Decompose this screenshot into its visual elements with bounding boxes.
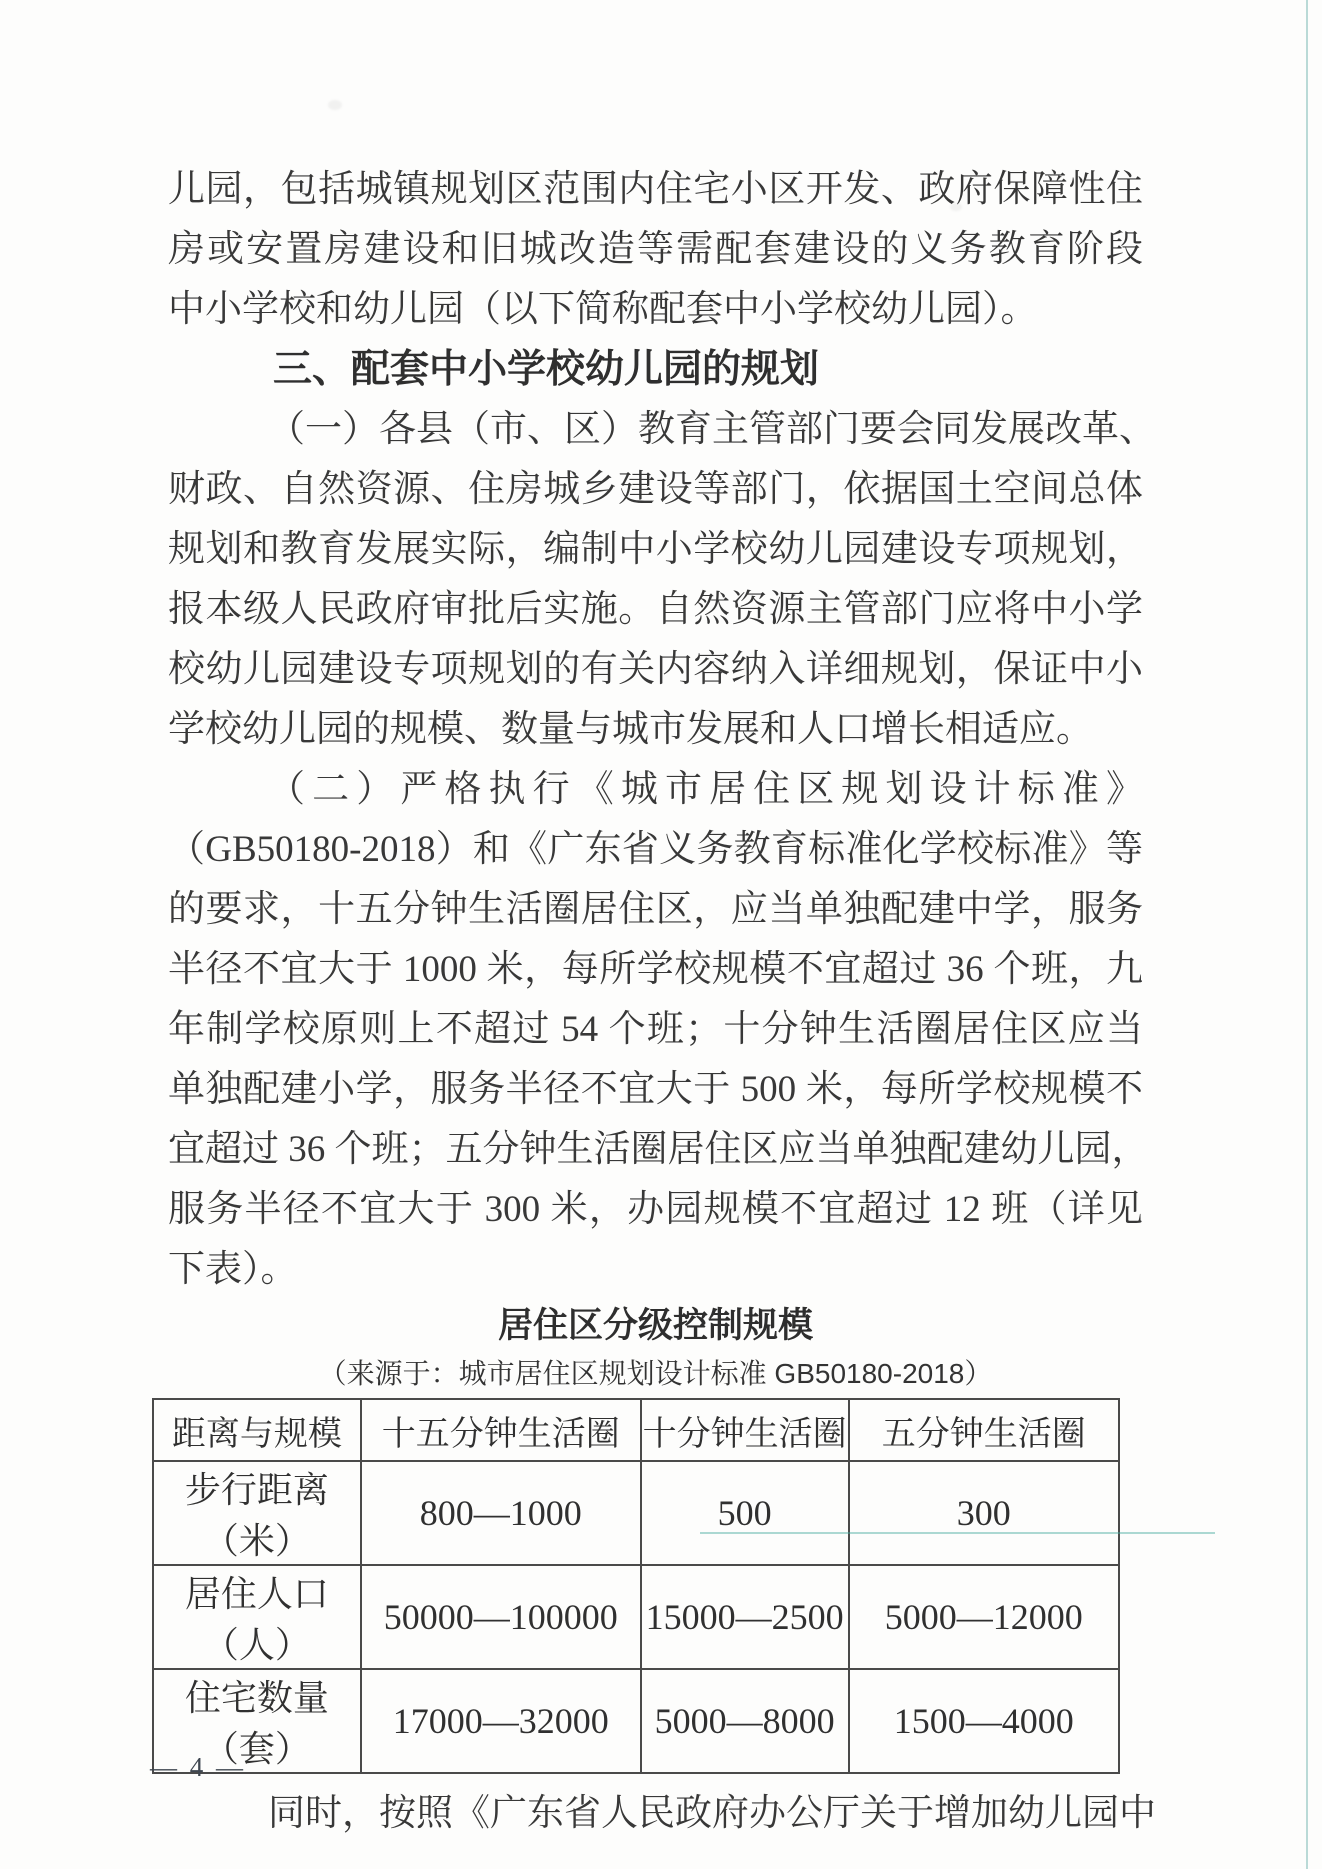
page-number: — 4 — xyxy=(150,1752,246,1782)
paragraph-line: 宜超过 36 个班；五分钟生活圈居住区应当单独配建幼儿园， xyxy=(168,1129,1149,1170)
table-cell: 300 xyxy=(849,1461,1120,1565)
residential-area-scale-table xyxy=(152,1398,1120,1774)
table-header-cell: 距离与规模 xyxy=(153,1399,361,1461)
paragraph-line: 年制学校原则上不超过 54 个班；十分钟生活圈居住区应当 xyxy=(168,1009,1143,1050)
paragraph-line: 报本级人民政府审批后实施。自然资源主管部门应将中小学 xyxy=(168,589,1143,630)
table-source-note: （来源于：城市居住区规划设计标准 GB50180-2018） xyxy=(318,1358,993,1389)
table-row-label: 住宅数量（套） xyxy=(153,1669,361,1773)
paragraph-line: 房或安置房建设和旧城改造等需配套建设的义务教育阶段 xyxy=(168,229,1143,270)
paragraph-line: 半径不宜大于 1000 米，每所学校规模不宜超过 36 个班，九 xyxy=(168,949,1143,990)
paragraph-line: 单独配建小学，服务半径不宜大于 500 米，每所学校规模不 xyxy=(168,1069,1143,1110)
table-cell: 1500—4000 xyxy=(849,1669,1120,1773)
paragraph-line: 校幼儿园建设专项规划的有关内容纳入详细规划，保证中小 xyxy=(168,649,1143,690)
paragraph-line: 下表）。 xyxy=(168,1249,298,1290)
table-row xyxy=(153,1669,1119,1773)
page-content xyxy=(168,160,1156,1844)
paragraph-line: 服务半径不宜大于 300 米，办园规模不宜超过 12 班（详见 xyxy=(168,1189,1143,1230)
table-row-label: 步行距离（米） xyxy=(153,1461,361,1565)
table-cell: 5000—8000 xyxy=(641,1669,849,1773)
table-cell: 17000—32000 xyxy=(361,1669,641,1773)
table-row xyxy=(153,1565,1119,1669)
section-heading: 三、配套中小学校幼儿园的规划 xyxy=(273,348,820,391)
table-header-cell: 十五分钟生活圈 xyxy=(361,1399,641,1461)
paragraph-line: 学校幼儿园的规模、数量与城市发展和人口增长相适应。 xyxy=(168,709,1093,750)
table-header-cell: 五分钟生活圈 xyxy=(849,1399,1120,1461)
scan-smudge xyxy=(328,100,342,110)
table-cell: 50000—100000 xyxy=(361,1565,641,1669)
table-title: 居住区分级控制规模 xyxy=(497,1306,813,1345)
paragraph-line: 规划和教育发展实际，编制中小学校幼儿园建设专项规划， xyxy=(168,529,1143,570)
table-row xyxy=(153,1461,1119,1565)
paragraph-line: （一）各县（市、区）教育主管部门要会同发展改革、 xyxy=(268,409,1156,450)
table-row-label: 居住人口（人） xyxy=(153,1565,361,1669)
table-header-cell: 十分钟生活圈 xyxy=(641,1399,849,1461)
table-header-row xyxy=(153,1399,1119,1461)
paragraph-line: （二）严格执行《城市居住区规划设计标准》 xyxy=(268,769,1143,810)
scan-edge-artifact xyxy=(1306,0,1308,1869)
paragraph-line: 的要求，十五分钟生活圈居住区，应当单独配建中学，服务 xyxy=(168,889,1143,930)
paragraph-line: 儿园，包括城镇规划区范围内住宅小区开发、政府保障性住 xyxy=(168,169,1143,210)
table-cell: 800—1000 xyxy=(361,1461,641,1565)
paragraph-line: 同时，按照《广东省人民政府办公厅关于增加幼儿园中 xyxy=(268,1793,1156,1834)
table-cell: 15000—2500 xyxy=(641,1565,849,1669)
paragraph-line: 财政、自然资源、住房城乡建设等部门，依据国土空间总体 xyxy=(168,469,1143,510)
paragraph-line: （GB50180-2018）和《广东省义务教育标准化学校标准》等 xyxy=(168,829,1143,870)
table-cell: 500 xyxy=(641,1461,849,1565)
scan-streak-artifact xyxy=(700,1532,1215,1534)
paragraph-line: 中小学校和幼儿园（以下简称配套中小学校幼儿园）。 xyxy=(168,289,1038,330)
table-cell: 5000—12000 xyxy=(849,1565,1120,1669)
